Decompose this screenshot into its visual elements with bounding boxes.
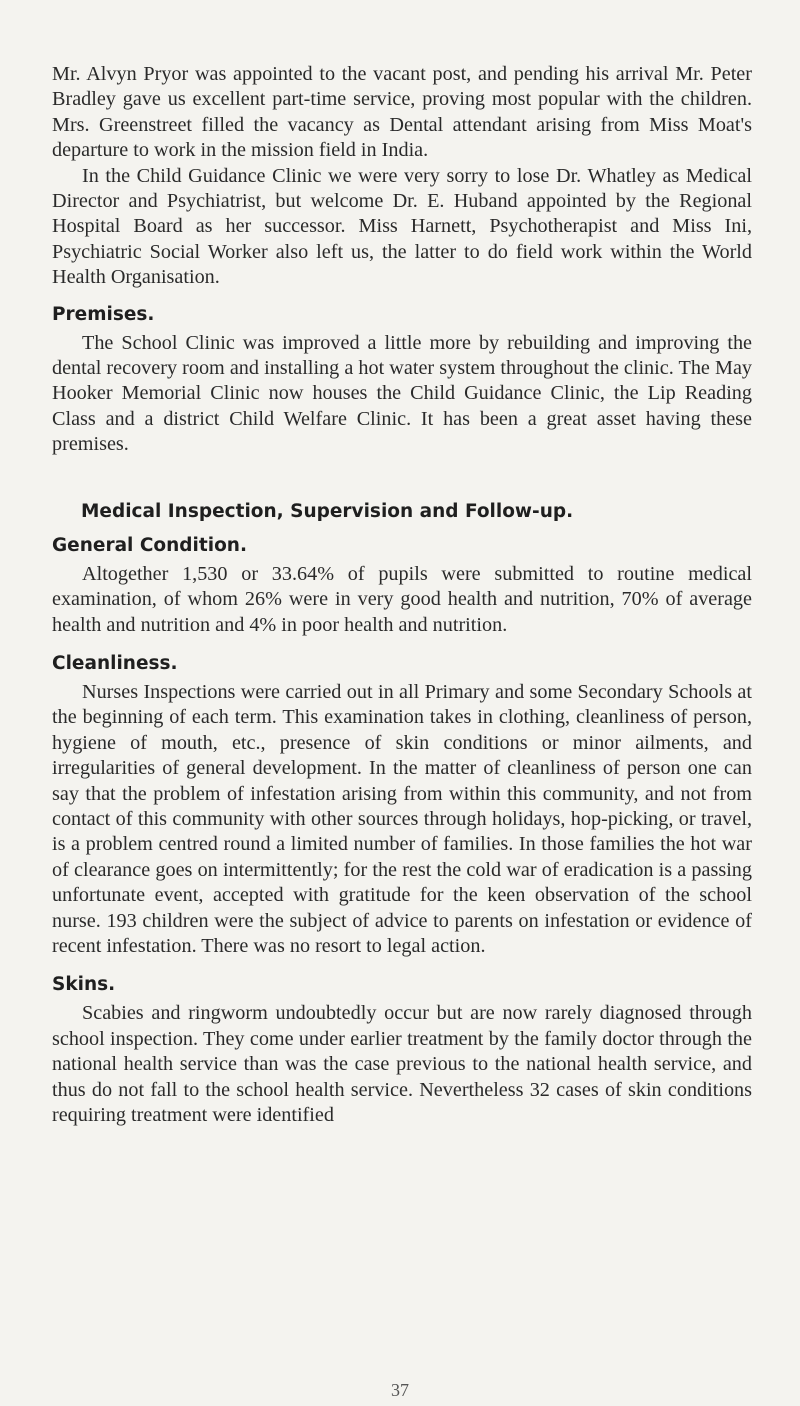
skins-heading: Skins.: [52, 974, 116, 996]
premises-heading: Premises.: [52, 303, 155, 325]
intro-paragraph-child-guidance: In the Child Guidance Clinic we were very sorry to lose Dr. Whatley as Medical Director and Psychiatrist, but welcome Dr. E. Huband appointed by the Regional Hospital Board as her successor. Miss Harnett, Psychotherapist and Miss Ini, Psychiatric Social Worker also left us, the latter to do field work within the World Health Organisation.: [52, 164, 752, 289]
page-number: 37: [391, 1380, 409, 1400]
general-condition-paragraph: Altogether 1,530 or 33.64% of pupils were submitted to routine medical examination, of whom 26% were in very good health and nutrition, 70% of average health and nutrition and 4% in poor health and nutrition.: [52, 562, 752, 636]
general-condition-heading: General Condition.: [52, 534, 247, 556]
skins-paragraph: Scabies and ringworm undoubtedly occur but are now rarely diagnosed through school inspection. They come under earlier treatment by the family doctor through the national health service than was the case previous to the national health service, and thus do not fall to the school health service. Nevertheless 32 cases of skin conditions requiring treatment were identified: [52, 1002, 752, 1126]
premises-paragraph: The School Clinic was improved a little more by rebuilding and improving the dental recovery room and installing a hot water system throughout the clinic. The May Hooker Memorial Clinic now houses the Child Guidance Clinic, the Lip Reading Class and a district Child Welfare Clinic. It has been a great asset having these premises.: [52, 331, 752, 456]
medical-inspection-heading: Medical Inspection, Supervision and Follow-up.: [81, 500, 574, 522]
intro-paragraph-staff: Mr. Alvyn Pryor was appointed to the vacant post, and pending his arrival Mr. Peter Bradley gave us excellent part-time service, proving most popular with the children. Mrs. Greenstreet filled the vacancy as Dental attendant arising from Miss Moat's departure to work in the mission field in India.: [52, 63, 752, 162]
cleanliness-paragraph: Nurses Inspections were carried out in all Primary and some Secondary Schools at the beginning of each term. This examination takes in clothing, cleanliness of person, hygiene of mouth, etc., presence of skin conditions or minor ailments, and irregularities of general development. In the matter of cleanliness of person one can say that the problem of infestation arising from within this community, and not from contact of this community with other sources through holidays, hop-picking, or travel, is a problem centred round a limited number of families. In those families the hot war of clearance goes on intermittently; for the rest the cold war of eradication is a passing unfortunate event, accepted with gratitude for the keen observation of the school nurse. 193 children were the subject of advice to parents on infestation or evidence of recent infestation. There was no resort to legal action.: [52, 680, 752, 957]
document-page: [52, 62, 752, 1128]
cleanliness-heading: Cleanliness.: [52, 652, 178, 674]
